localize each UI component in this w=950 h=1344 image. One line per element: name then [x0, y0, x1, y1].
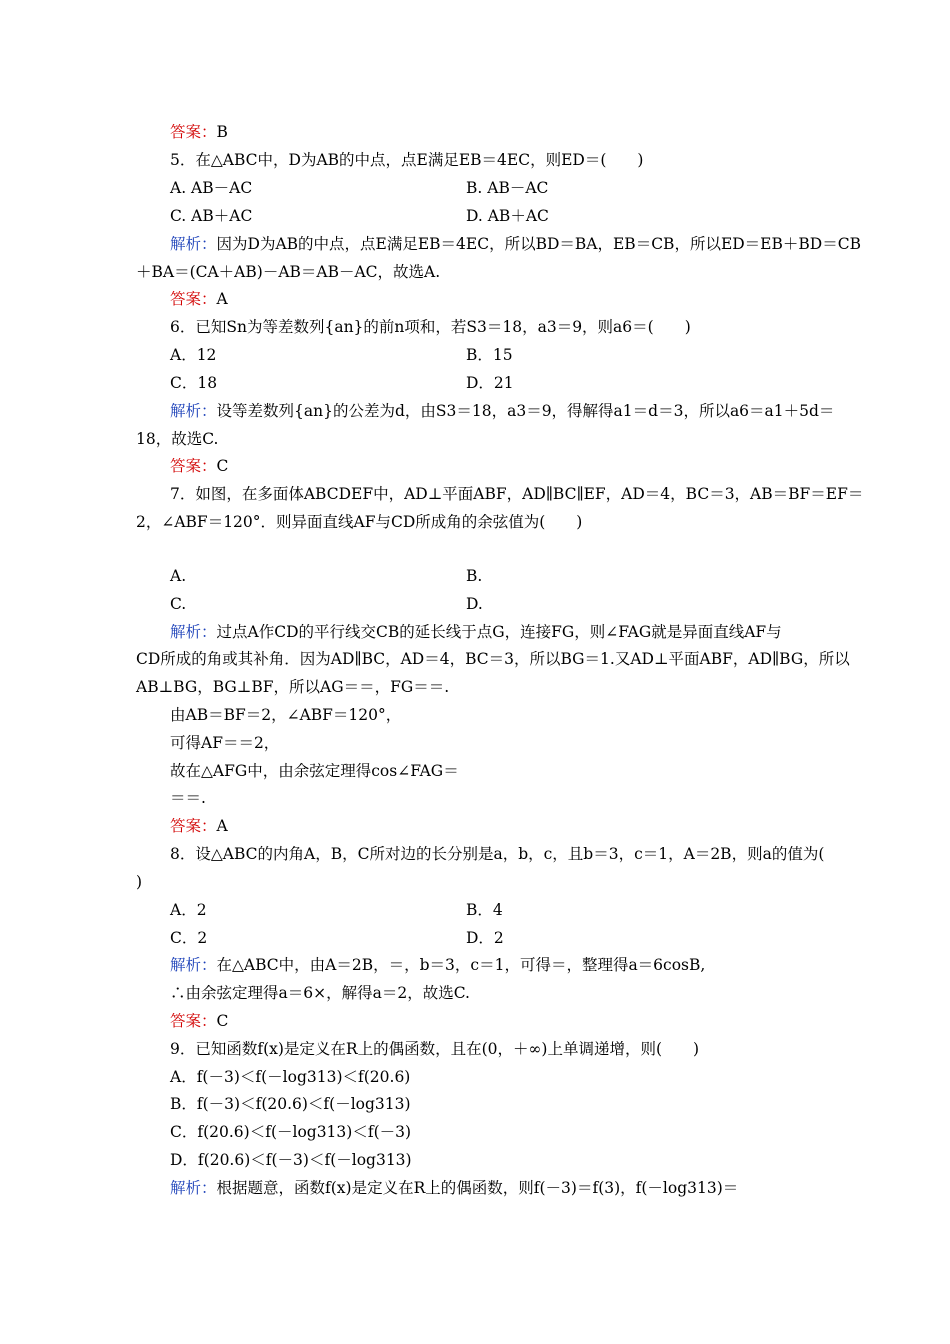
question-7-continuation: 2，∠ABF＝120°．则异面直线AF与CD所成角的余弦值为( ) [136, 513, 583, 531]
option-c: C. [170, 595, 187, 613]
analysis-step: ＝＝. [170, 789, 206, 807]
option-b: B．f(－3)＜f(20.6)＜f(－log313) [170, 1095, 411, 1113]
answer-line [170, 1010, 850, 1032]
question-8-continuation: ) [136, 873, 143, 891]
answer-line [170, 288, 850, 310]
analysis-line [170, 621, 850, 643]
answer-label: 答案： [170, 457, 217, 475]
analysis-continuation: AB⊥BG，BG⊥BF，所以AG＝＝，FG＝＝. [136, 678, 450, 696]
analysis-text: 根据题意，函数f(x)是定义在R上的偶函数，则f(－3)＝f(3)，f(－log313)＝ [216, 1179, 739, 1197]
option-a: A. [170, 567, 187, 585]
analysis-line [170, 233, 861, 255]
option-d: D．2 [466, 929, 504, 947]
analysis-text: 在△ABC中，由A＝2B，＝，b＝3，c＝1，可得＝，整理得a＝6cosB, [216, 956, 706, 974]
answer-label: 答案： [170, 1012, 217, 1030]
analysis-line [170, 400, 850, 422]
analysis-label: 解析： [170, 402, 217, 420]
analysis-continuation: CD所成的角或其补角．因为AD∥BC，AD＝4，BC＝3，所以BG＝1.又AD⊥平面ABF，AD∥BG，所以 [136, 650, 850, 668]
answer-value: A [216, 290, 228, 308]
option-b: B．15 [466, 346, 513, 364]
option-c: C．f(20.6)＜f(－log313)＜f(－3) [170, 1123, 412, 1141]
analysis-text: 过点A作CD的平行线交CB的延长线于点G，连接FG，则∠FAG就是异面直线AF与 [216, 623, 782, 641]
option-c: C．18 [170, 374, 218, 392]
analysis-continuation: ＋BA＝(CA＋AB)－AB＝AB－AC，故选A. [136, 263, 441, 281]
question-6: 6．已知Sn为等差数列{an}的前n项和，若S3＝18，a3＝9，则a6＝( ) [170, 318, 691, 336]
option-b: B. [466, 567, 483, 585]
option-a: A．12 [170, 346, 217, 364]
answer-value: B [216, 123, 228, 141]
answer-value: C [216, 1012, 229, 1030]
analysis-line [170, 954, 850, 976]
option-d: D．21 [466, 374, 514, 392]
answer-line [170, 455, 850, 477]
analysis-label: 解析： [170, 235, 217, 253]
option-d: D. [466, 595, 483, 613]
analysis-text: 设等差数列{an}的公差为d，由S3＝18，a3＝9，得解得a1＝d＝3，所以a6＝a1＋5d＝ [216, 402, 835, 420]
option-c: C．2 [170, 929, 208, 947]
question-9: 9．已知函数f(x)是定义在R上的偶函数，且在(0，＋∞)上单调递增，则( ) [170, 1040, 700, 1058]
answer-value: C [216, 457, 229, 475]
answer-line [170, 815, 850, 837]
analysis-label: 解析： [170, 956, 217, 974]
option-d: D. AB＋AC [466, 207, 549, 225]
option-b: B. AB－AC [466, 179, 549, 197]
answer-line [170, 121, 850, 143]
answer-label: 答案： [170, 290, 217, 308]
question-8: 8．设△ABC的内角A，B，C所对边的长分别是a，b，c，且b＝3，c＝1，A＝2B，则a的值为( [170, 845, 825, 863]
question-7: 7．如图，在多面体ABCDEF中，AD⊥平面ABF，AD∥BC∥EF，AD＝4，BC＝3，AB＝BF＝EF＝ [170, 485, 864, 503]
answer-value: A [216, 817, 228, 835]
analysis-step: 可得AF＝＝2， [170, 734, 280, 752]
answer-label: 答案： [170, 123, 217, 141]
analysis-step: 故在△AFG中，由余弦定理得cos∠FAG＝ [170, 762, 459, 780]
analysis-label: 解析： [170, 623, 217, 641]
option-b: B．4 [466, 901, 503, 919]
option-a: A. AB－AC [170, 179, 253, 197]
analysis-line [170, 1177, 850, 1199]
option-a: A．f(－3)＜f(－log313)＜f(20.6) [170, 1068, 411, 1086]
option-d: D．f(20.6)＜f(－3)＜f(－log313) [170, 1151, 412, 1169]
question-5: 5．在△ABC中，D为AB的中点，点E满足EB＝4EC，则ED＝( ) [170, 151, 644, 169]
option-c: C. AB＋AC [170, 207, 253, 225]
analysis-label: 解析： [170, 1179, 217, 1197]
option-a: A．2 [170, 901, 207, 919]
answer-label: 答案： [170, 817, 217, 835]
analysis-text: 因为D为AB的中点，点E满足EB＝4EC，所以BD＝BA，EB＝CB，所以ED＝EB＋BD＝CB [216, 235, 861, 253]
analysis-step: ∴由余弦定理得a＝6×，解得a＝2，故选C. [170, 984, 470, 1002]
analysis-step: 由AB＝BF＝2，∠ABF＝120°， [170, 706, 402, 724]
analysis-continuation: 18，故选C. [136, 430, 219, 448]
